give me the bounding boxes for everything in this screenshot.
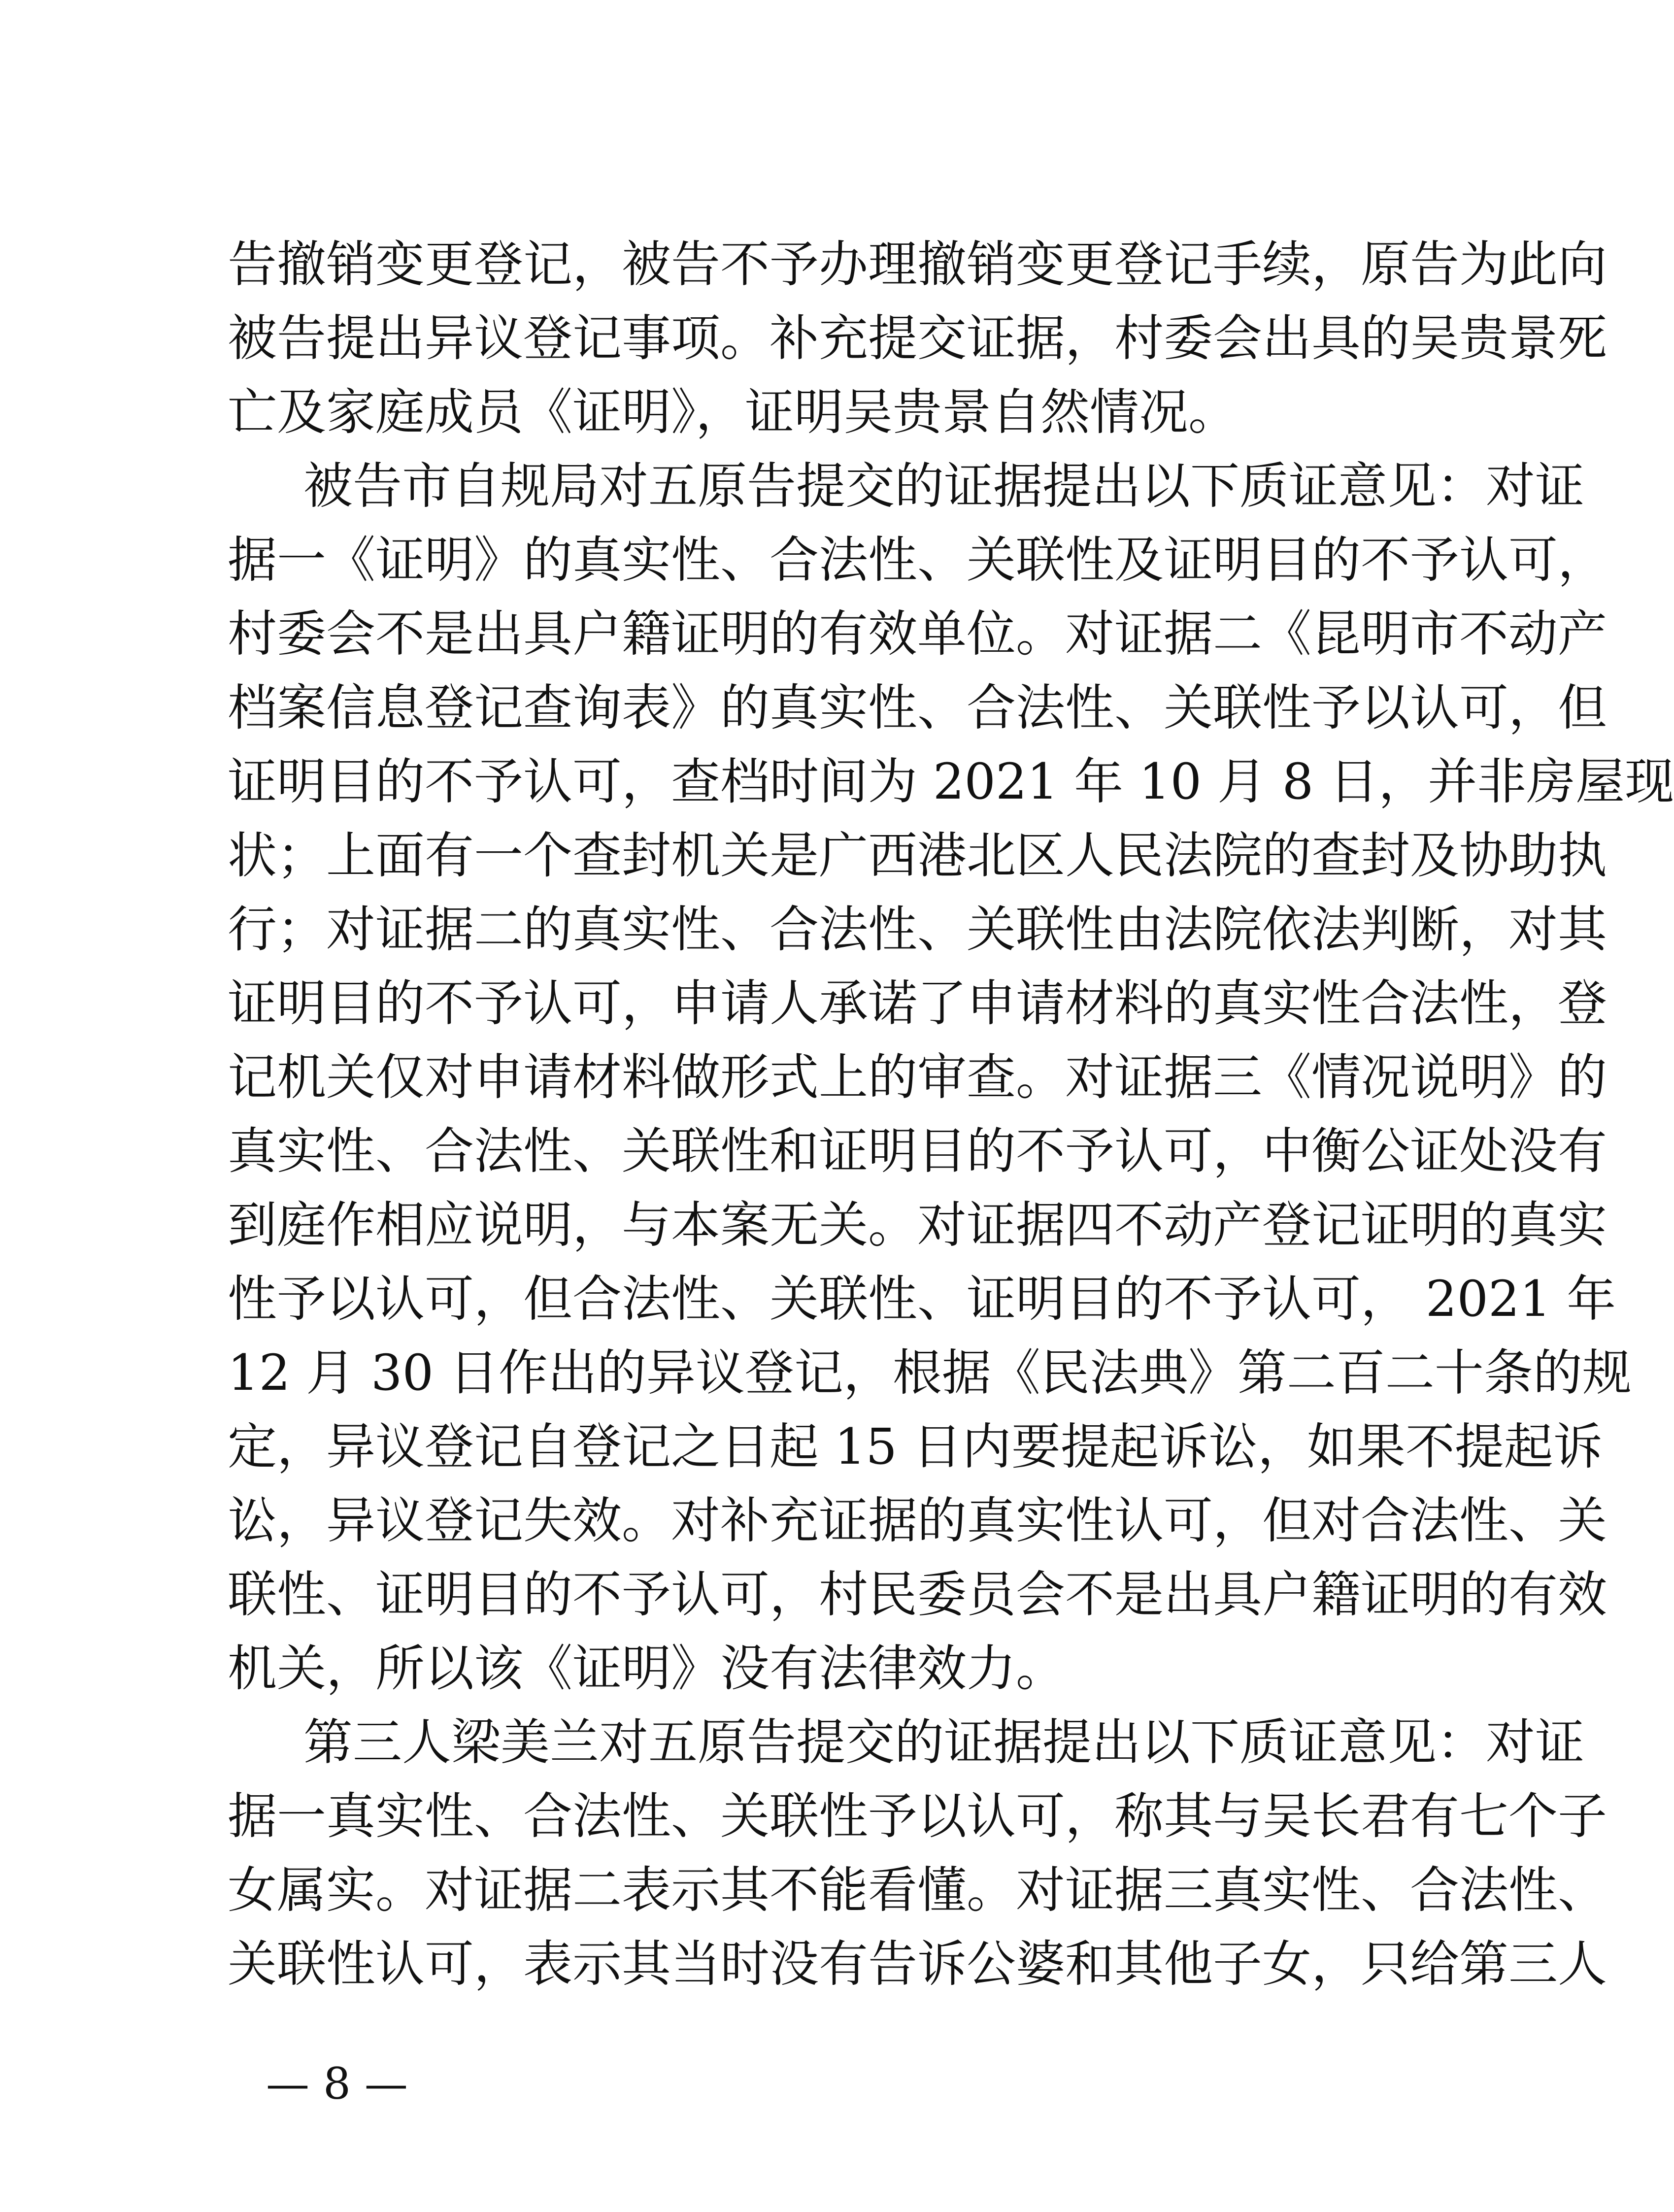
- text-line: 到庭作相应说明，与本案无关。对证据四不动产登记证明的真实: [228, 1196, 1607, 1254]
- text-line: 女属实。对证据二表示其不能看懂。对证据三真实性、合法性、: [228, 1861, 1607, 1919]
- text-line: 据一《证明》的真实性、合法性、关联性及证明目的不予认可，: [228, 531, 1607, 589]
- text-line: 关联性认可，表示其当时没有告诉公婆和其他子女，只给第三人: [228, 1935, 1607, 1993]
- text-line: 第三人梁美兰对五原告提交的证据提出以下质证意见：对证: [303, 1713, 1584, 1771]
- text-line: 记机关仅对申请材料做形式上的审查。对证据三《情况说明》的: [228, 1048, 1607, 1106]
- text-line: 档案信息登记查询表》的真实性、合法性、关联性予以认可，但: [228, 679, 1607, 737]
- text-line: 证明目的不予认可，查档时间为 2021 年 10 月 8 日，并非房屋现: [228, 753, 1674, 810]
- text-line: 机关，所以该《证明》没有法律效力。: [228, 1640, 1065, 1697]
- text-line: 告撤销变更登记，被告不予办理撤销变更登记手续，原告为此向: [228, 235, 1607, 293]
- text-line: 村委会不是出具户籍证明的有效单位。对证据二《昆明市不动产: [228, 605, 1607, 663]
- text-line: 真实性、合法性、关联性和证明目的不予认可，中衡公证处没有: [228, 1122, 1607, 1180]
- text-line: 被告市自规局对五原告提交的证据提出以下质证意见：对证: [303, 457, 1584, 515]
- text-line: 定，异议登记自登记之日起 15 日内要提起诉讼，如果不提起诉: [228, 1418, 1603, 1475]
- text-line: 据一真实性、合法性、关联性予以认可，称其与吴长君有七个子: [228, 1787, 1607, 1845]
- text-line: 亡及家庭成员《证明》，证明吴贵景自然情况。: [228, 383, 1238, 441]
- text-line: 行；对证据二的真实性、合法性、关联性由法院依法判断，对其: [228, 901, 1607, 958]
- page-number: — 8 —: [266, 2058, 408, 2109]
- text-line: 性予以认可，但合法性、关联性、证明目的不予认可， 2021 年: [228, 1270, 1616, 1328]
- text-line: 讼，异议登记失效。对补充证据的真实性认可，但对合法性、关: [228, 1492, 1607, 1549]
- text-line: 状；上面有一个查封机关是广西港北区人民法院的查封及协助执: [228, 827, 1607, 884]
- text-line: 被告提出异议登记事项。补充提交证据，村委会出具的吴贵景死: [228, 309, 1607, 367]
- text-line: 联性、证明目的不予认可，村民委员会不是出具户籍证明的有效: [228, 1566, 1607, 1623]
- text-line: 12 月 30 日作出的异议登记，根据《民法典》第二百二十条的规: [228, 1344, 1632, 1402]
- text-line: 证明目的不予认可，申请人承诺了申请材料的真实性合法性，登: [228, 974, 1607, 1032]
